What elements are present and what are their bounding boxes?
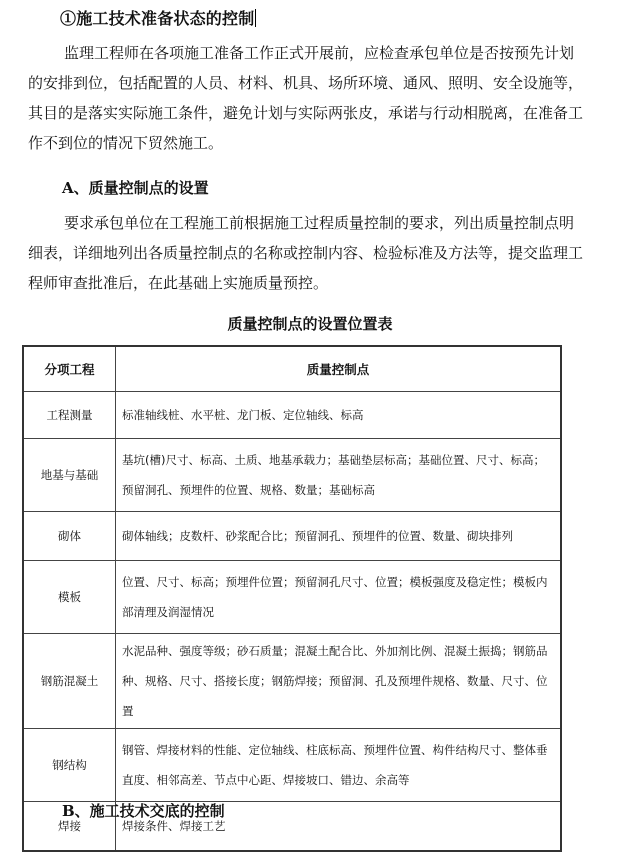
table-header-row [23, 346, 561, 392]
section-heading-text: ①施工技术准备状态的控制 [60, 9, 255, 28]
table-row [23, 512, 561, 561]
table-row [23, 729, 561, 802]
text-cursor [255, 9, 256, 27]
header-points: 质量控制点 [116, 346, 562, 392]
row-item: 砌体 [23, 512, 116, 561]
subheading-b: B、施工技术交底的控制 [62, 802, 225, 820]
table-row [23, 392, 561, 439]
table-title: 质量控制点的设置位置表 [227, 315, 393, 333]
row-points: 位置、尺寸、标高；预埋件位置；预留洞孔尺寸、位置；模板强度及稳定性；模板内部清理及润湿情况 [116, 561, 562, 634]
row-points: 基坑(槽)尺寸、标高、土质、地基承载力；基础垫层标高；基础位置、尺寸、标高；预留洞孔、预埋件的位置、规格、数量；基础标高 [116, 439, 562, 512]
row-item: 钢筋混凝土 [23, 634, 116, 729]
quality-control-table [22, 345, 562, 852]
section-heading [60, 6, 256, 29]
row-points: 砌体轴线；皮数杆、砂浆配合比；预留洞孔、预埋件的位置、数量、砌块排列 [116, 512, 562, 561]
row-points: 水泥品种、强度等级；砂石质量；混凝土配合比、外加剂比例、混凝土振捣；钢筋品种、规格、尺寸、搭接长度；钢筋焊接；预留洞、孔及预埋件规格、数量、尺寸、位置 [116, 634, 562, 729]
row-item: 焊接 [23, 802, 116, 852]
table-row [23, 561, 561, 634]
table-row [23, 439, 561, 512]
row-item: 模板 [23, 561, 116, 634]
subheading-a: A、质量控制点的设置 [62, 179, 209, 197]
table-row [23, 634, 561, 729]
header-item: 分项工程 [23, 346, 116, 392]
row-points: 钢管、焊接材料的性能、定位轴线、柱底标高、预埋件位置、构件结构尺寸、整体垂直度、相邻高差、节点中心距、焊接坡口、错边、余高等 [116, 729, 562, 802]
paragraph-1: 监理工程师在各项施工准备工作正式开展前，应检查承包单位是否按预先计划的安排到位，包括配置的人员、材料、机具、场所环境、通风、照明、安全设施等，其目的是落实实际施工条件，避免计划与实际两张皮，承诺与行动相脱离，在准备工作不到位的情况下贸然施工。 [28, 44, 584, 152]
row-item: 地基与基础 [23, 439, 116, 512]
row-points: 标准轴线桩、水平桩、龙门板、定位轴线、标高 [116, 392, 562, 439]
row-points: 焊接条件、焊接工艺 [116, 802, 562, 852]
row-item: 工程测量 [23, 392, 116, 439]
row-item: 钢结构 [23, 729, 116, 802]
paragraph-2: 要求承包单位在工程施工前根据施工过程质量控制的要求，列出质量控制点明细表，详细地列出各质量控制点的名称或控制内容、检验标准及方法等，提交监理工程师审查批准后，在此基础上实施质量预控。 [28, 214, 584, 292]
